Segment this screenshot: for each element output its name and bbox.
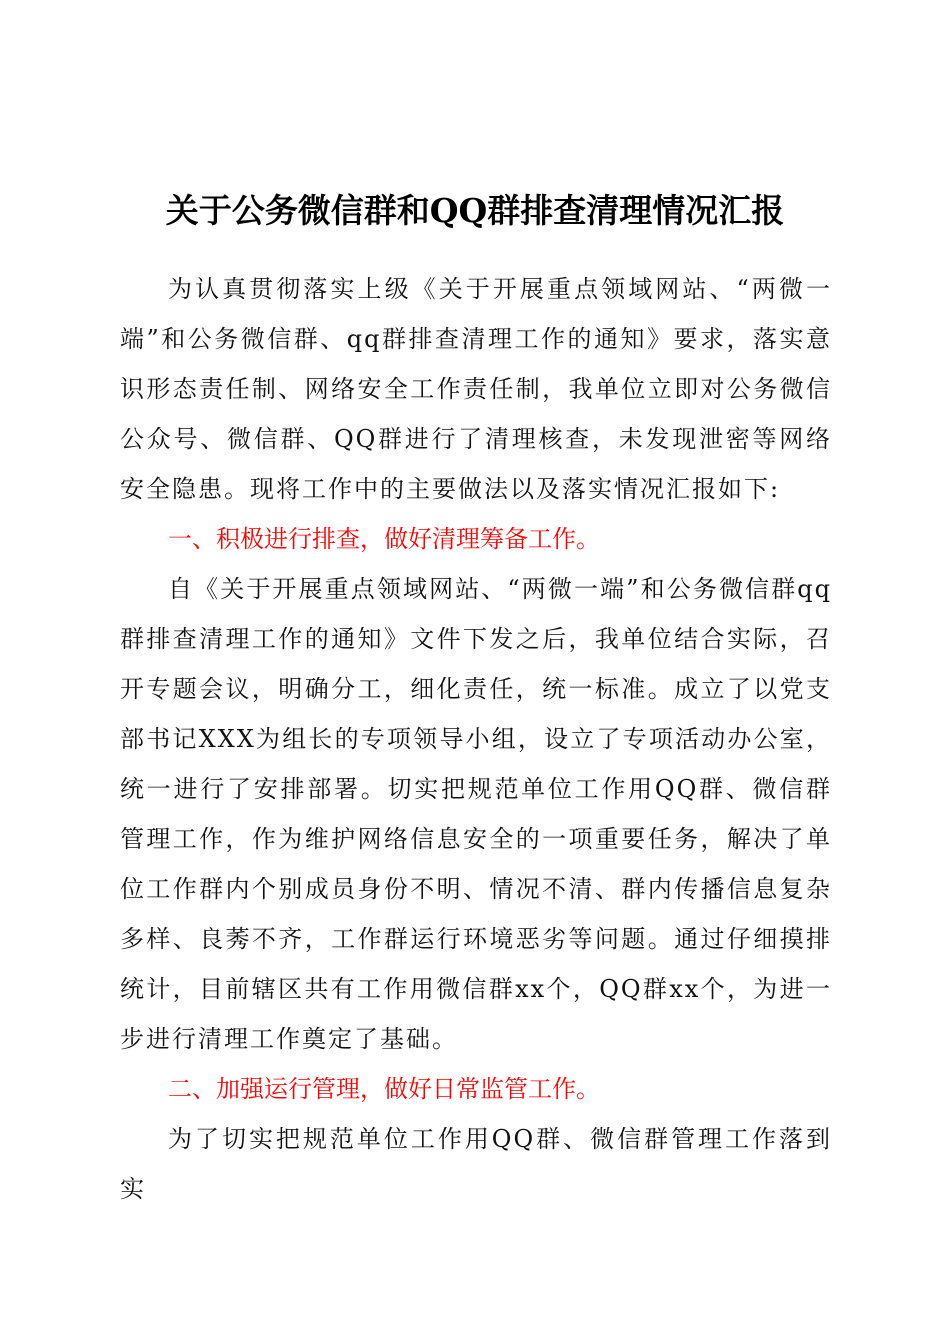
- section-1-heading: 一、积极进行排查，做好清理筹备工作。: [168, 525, 600, 553]
- section-2-paragraph: 为了切实把规范单位工作用QQ群、微信群管理工作落到实: [120, 1125, 832, 1203]
- section-2-heading: 二、加强运行管理，做好日常监管工作。: [168, 1075, 600, 1103]
- section-1-paragraph: 自《关于开展重点领域网站、“两微一端”和公务微信群qq群排查清理工作的通知》文件下发之后，我单位结合实际，召开专题会议，明确分工，细化责任，统一标准。成立了以党支部书记XXX为组长的专项领导小组，设立了专项活动办公室，统一进行了安排部署。切实把规范单位工作用QQ群、微信群管理工作，作为维护网络信息安全的一项重要任务，解决了单位工作群内个别成员身份不明、情况不清、群内传播信息复杂多样、良莠不齐，工作群运行环境恶劣等问题。通过仔细摸排统计，目前辖区共有工作用微信群xx个，QQ群xx个，为进一步进行清理工作奠定了基础。: [120, 575, 832, 1053]
- intro-paragraph: 为认真贯彻落实上级《关于开展重点领域网站、“两微一端”和公务微信群、qq群排查清理工作的通知》要求，落实意识形态责任制、网络安全工作责任制，我单位立即对公务微信公众号、微信群、QQ群进行了清理核查，未发现泄密等网络安全隐患。现将工作中的主要做法以及落实情况汇报如下:: [120, 275, 832, 503]
- document-body: [120, 264, 832, 1214]
- document-title: 关于公务微信群和QQ群排查清理情况汇报: [165, 191, 785, 230]
